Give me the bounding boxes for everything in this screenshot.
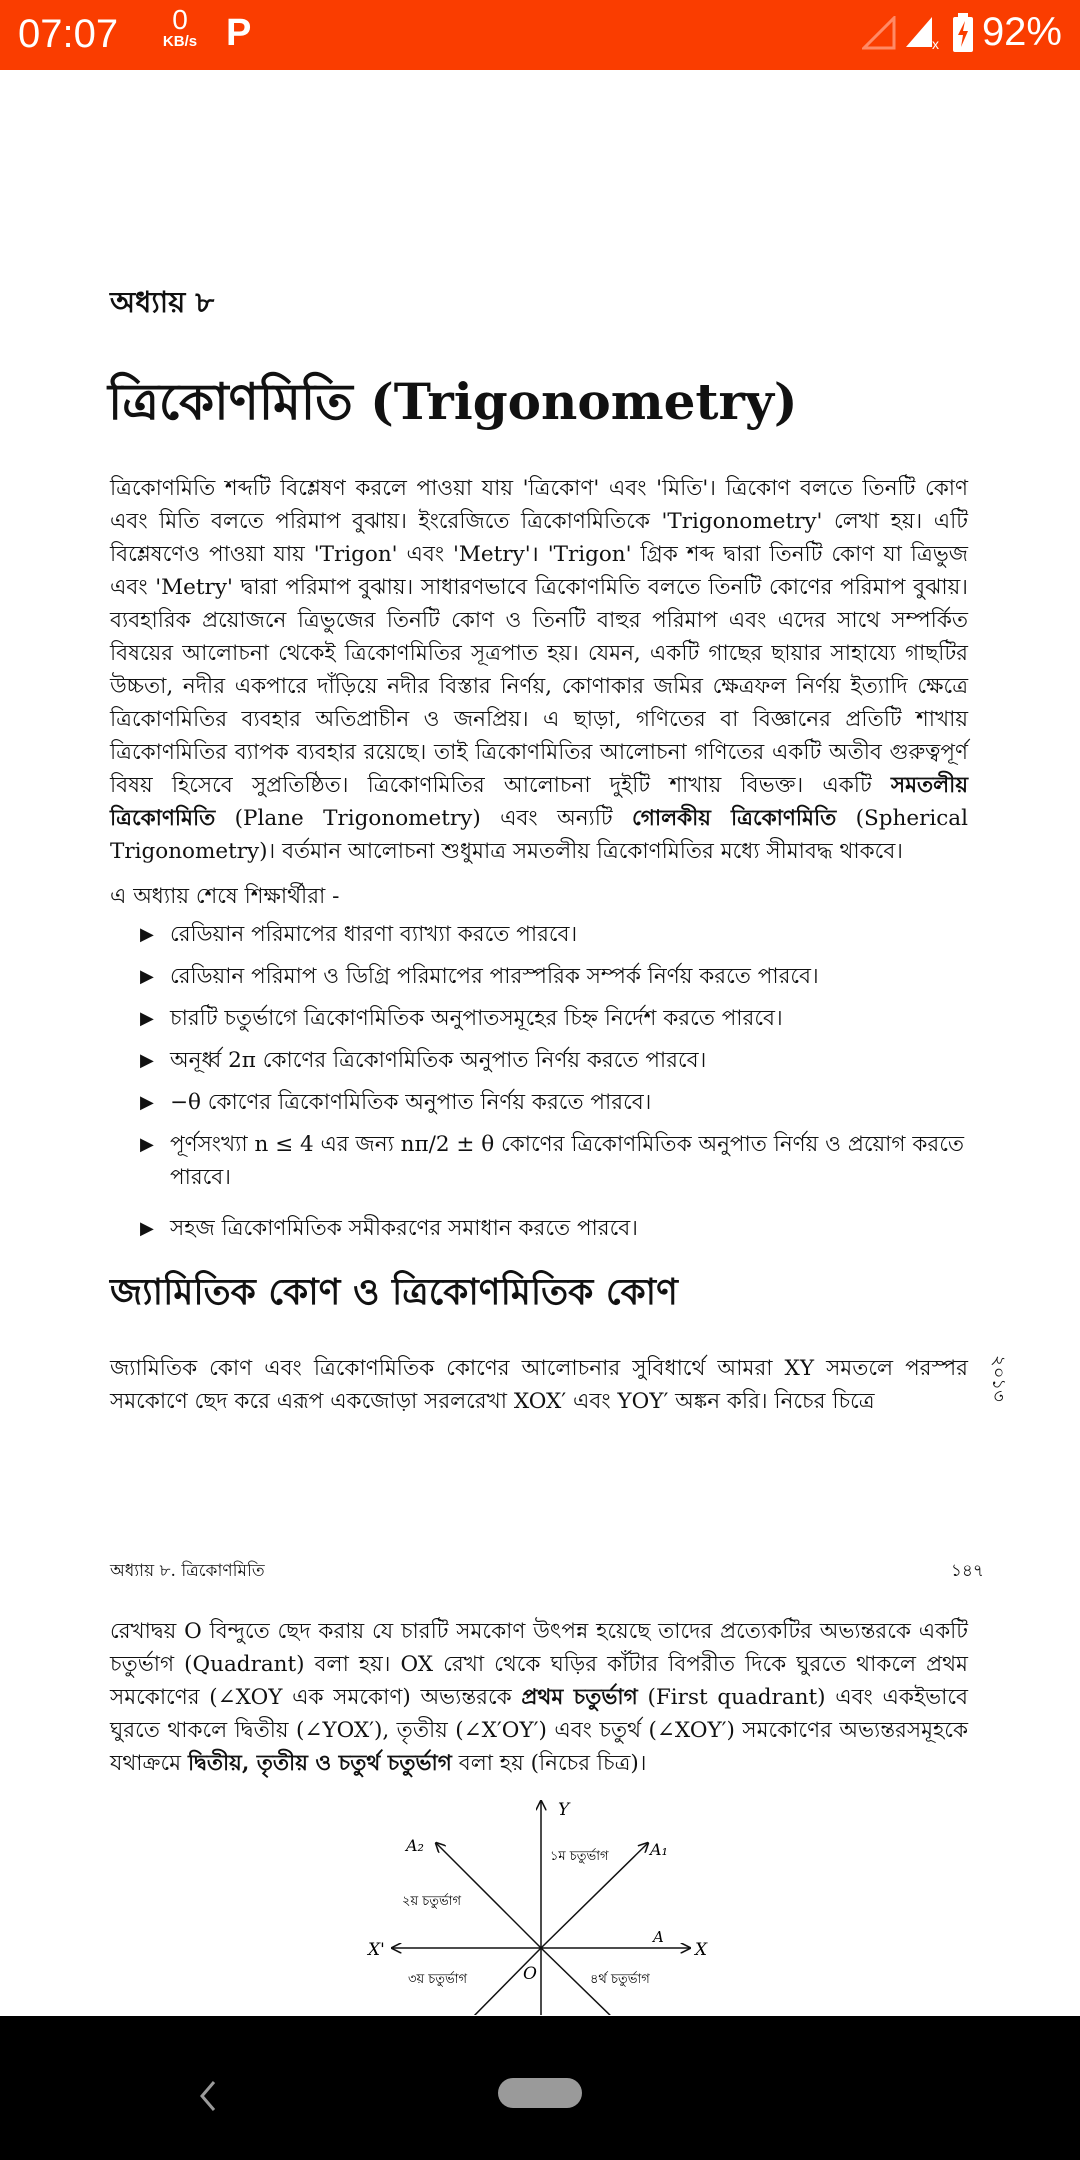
net-speed-value: 0 (172, 4, 188, 35)
objective-item (140, 1086, 970, 1119)
home-pill-icon[interactable] (498, 2078, 582, 2108)
label-quadrant-4: ৪র্থ চতুর্ভাগ (590, 1972, 650, 1987)
triangle-bullet-icon: ▶ (140, 1134, 154, 1155)
net-speed-unit: KB/s (162, 33, 198, 50)
objective-item (140, 1212, 970, 1245)
navigation-bar (0, 2016, 1080, 2160)
signal-empty-icon (862, 16, 896, 50)
running-footer-chapter: অধ্যায় ৮. ত্রিকোণমিতি (110, 1561, 265, 1581)
clock: 07:07 (18, 12, 119, 56)
objective-text: রেডিয়ান পরিমাপ ও ডিগ্রি পরিমাপের পারস্পরিক সম্পর্ক নির্ণয় করতে পারবে। (170, 964, 819, 989)
label-quadrant-2: ২য় চতুর্ভাগ (402, 1894, 461, 1909)
triangle-bullet-icon: ▶ (140, 1050, 154, 1071)
objective-text: সহজ ত্রিকোণমিতিক সমীকরণের সমাধান করতে পারবে। (170, 1216, 638, 1241)
quadrant-paragraph (110, 1615, 968, 1780)
net-speed (160, 6, 200, 49)
quadrant-text-c: বলা হয় (নিচের চিত্র)। (451, 1751, 647, 1776)
intro-paragraph (110, 472, 968, 868)
objective-item (140, 1002, 970, 1035)
status-icons (862, 10, 1062, 55)
parking-notification-icon: P (226, 12, 252, 54)
intro-end-text: (Spherical Trigonometry)। বর্তমান আলোচনা শুধুমাত্র সমতলীয় ত্রিকোণমিতির মধ্যে সীমাবদ্ধ থাকবে। (110, 806, 968, 864)
chapter-title: ত্রিকোণমিতি (Trigonometry) (108, 372, 798, 431)
battery-percent: 92% (981, 10, 1062, 54)
triangle-bullet-icon: ▶ (140, 1008, 154, 1029)
svg-text:x: x (931, 35, 939, 51)
label-a1: A₁ (650, 1840, 668, 1859)
battery-charging-icon (952, 13, 974, 53)
objective-text: রেডিয়ান পরিমাপের ধারণা ব্যাখ্যা করতে পারবে। (170, 922, 578, 947)
label-a: A (653, 1928, 664, 1946)
chapter-label: অধ্যায় ৮ (110, 285, 215, 319)
intro-mid-text: (Plane Trigonometry) এবং অন্যটি (215, 806, 633, 831)
objective-text: চারটি চতুর্ভাগে ত্রিকোণমিতিক অনুপাতসমূহের চিহ্ন নির্দেশ করতে পারবে। (170, 1006, 783, 1031)
section-title: জ্যামিতিক কোণ ও ত্রিকোণমিতিক কোণ (110, 1271, 678, 1313)
label-quadrant-3: ৩য় চতুর্ভাগ (408, 1972, 467, 1987)
label-x-prime: X' (368, 1940, 385, 1960)
objectives-lead: এ অধ্যায় শেষে শিক্ষার্থীরা - (110, 884, 340, 909)
objective-text: অনূর্ধ্ব 2π কোণের ত্রিকোণমিতিক অনুপাত নির্ণয় করতে পারবে। (170, 1048, 707, 1073)
quadrant-text-b: (First quadrant) এবং একইভাবে ঘুরতে থাকলে দ্বিতীয় (∠YOX′), তৃতীয় (∠X′OY′) এবং চতুর্থ (∠XOY′) সমকোণের অভ্যন্তরসমূহকে যথাক্রমে (110, 1685, 968, 1776)
status-bar (0, 0, 1080, 70)
objective-item (140, 960, 970, 993)
quadrant-bold-first: প্রথম চতুর্ভাগ (521, 1685, 638, 1710)
side-year-note: ২০১৩ (988, 1355, 1009, 1402)
triangle-bullet-icon: ▶ (140, 966, 154, 987)
objective-text: পূর্ণসংখ্যা n ≤ 4 এর জন্য nπ/2 ± θ কোণের ত্রিকোণমিতিক অনুপাত নির্ণয় ও প্রয়োগ করতে পারবে। (170, 1132, 964, 1190)
quadrant-bold-others: দ্বিতীয়, তৃতীয় ও চতুর্থ চতুর্ভাগ (187, 1751, 452, 1776)
label-origin: O (523, 1964, 537, 1984)
section-paragraph: জ্যামিতিক কোণ এবং ত্রিকোণমিতিক কোণের আলোচনার সুবিধার্থে আমরা XY সমতলে পরস্পর সমকোণে ছেদ করে এরূপ একজোড়া সরলরেখা XOX′ এবং YOY′ অঙ্কন করি। নিচের চিত্রে (110, 1356, 968, 1414)
label-a2: A₂ (406, 1836, 424, 1855)
label-y: Y (558, 1800, 570, 1820)
objective-item (140, 918, 970, 951)
label-x: X (695, 1940, 708, 1960)
back-chevron-icon[interactable] (196, 2078, 220, 2114)
objective-item (140, 1044, 970, 1077)
triangle-bullet-icon: ▶ (140, 1092, 154, 1113)
intro-bold-spherical: গোলকীয় ত্রিকোণমিতি (632, 806, 837, 831)
signal-no-service-icon (904, 15, 944, 51)
label-quadrant-1: ১ম চতুর্ভাগ (550, 1849, 609, 1864)
triangle-bullet-icon: ▶ (140, 1218, 154, 1239)
objectives-list (140, 918, 970, 1254)
objective-item (140, 1128, 970, 1194)
intro-bold-plane: সমতলীয় ত্রিকোণমিতি (110, 773, 968, 831)
intro-text: ত্রিকোণমিতি শব্দটি বিশ্লেষণ করলে পাওয়া যায় 'ত্রিকোণ' এবং 'মিতি'। ত্রিকোণ বলতে তিনটি কোণ এবং মিতি বলতে পরিমাপ বুঝায়। ইংরেজিতে ত্রিকোণমিতিকে 'Trigonometry' লেখা হয়। এটি বিশ্লেষণেও পাওয়া যায় 'Trigon' এবং 'Metry'। 'Trigon' গ্রিক শব্দ দ্বারা তিনটি কোণ যা ত্রিভুজ এবং 'Metry' দ্বারা পরিমাপ বুঝায়। সাধারণভাবে ত্রিকোণমিতি বলতে তিনটি কোণের পরিমাপ বুঝায়। ব্যবহারিক প্রয়োজনে ত্রিভুজের তিনটি কোণ ও তিনটি বাহুর পরিমাপ এবং এদের সাথে সম্পর্কিত বিষয়ের আলোচনা থেকেই ত্রিকোণমিতির সূত্রপাত হয়। যেমন, একটি গাছের ছায়ার সাহায্যে গাছটির উচ্চতা, নদীর একপারে দাঁড়িয়ে নদীর বিস্তার নির্ণয়, কোণাকার জমির ক্ষেত্রফল নির্ণয় ইত্যাদি ক্ষেত্রে ত্রিকোণমিতির ব্যবহার অতিপ্রাচীন ও জনপ্রিয়। এ ছাড়া, গণিতের বা বিজ্ঞানের প্রতিটি শাখায় ত্রিকোণমিতির ব্যাপক ব্যবহার রয়েছে। তাই ত্রিকোণমিতির আলোচনা গণিতের একটি অতীব গুরুত্বপূর্ণ বিষয় হিসেবে সুপ্রতিষ্ঠিত। ত্রিকোণমিতির আলোচনা দুইটি শাখায় বিভক্ত। একটি (110, 476, 968, 798)
objective-text: −θ কোণের ত্রিকোণমিতিক অনুপাত নির্ণয় করতে পারবে। (170, 1090, 652, 1115)
page-number: ১৪৭ (950, 1561, 984, 1581)
quadrant-diagram (340, 1785, 740, 2015)
quadrant-text-a: রেখাদ্বয় O বিন্দুতে ছেদ করায় যে চারটি সমকোণ উৎপন্ন হয়েছে তাদের প্রত্যেকটির অভ্যন্তরকে একটি চতুর্ভাগ (Quadrant) বলা হয়। OX রেখা থেকে ঘড়ির কাঁটার বিপরীত দিকে ঘুরতে থাকলে প্রথম সমকোণের (∠XOY এক সমকোণ) অভ্যন্তরকে (110, 1619, 968, 1710)
triangle-bullet-icon: ▶ (140, 924, 154, 945)
